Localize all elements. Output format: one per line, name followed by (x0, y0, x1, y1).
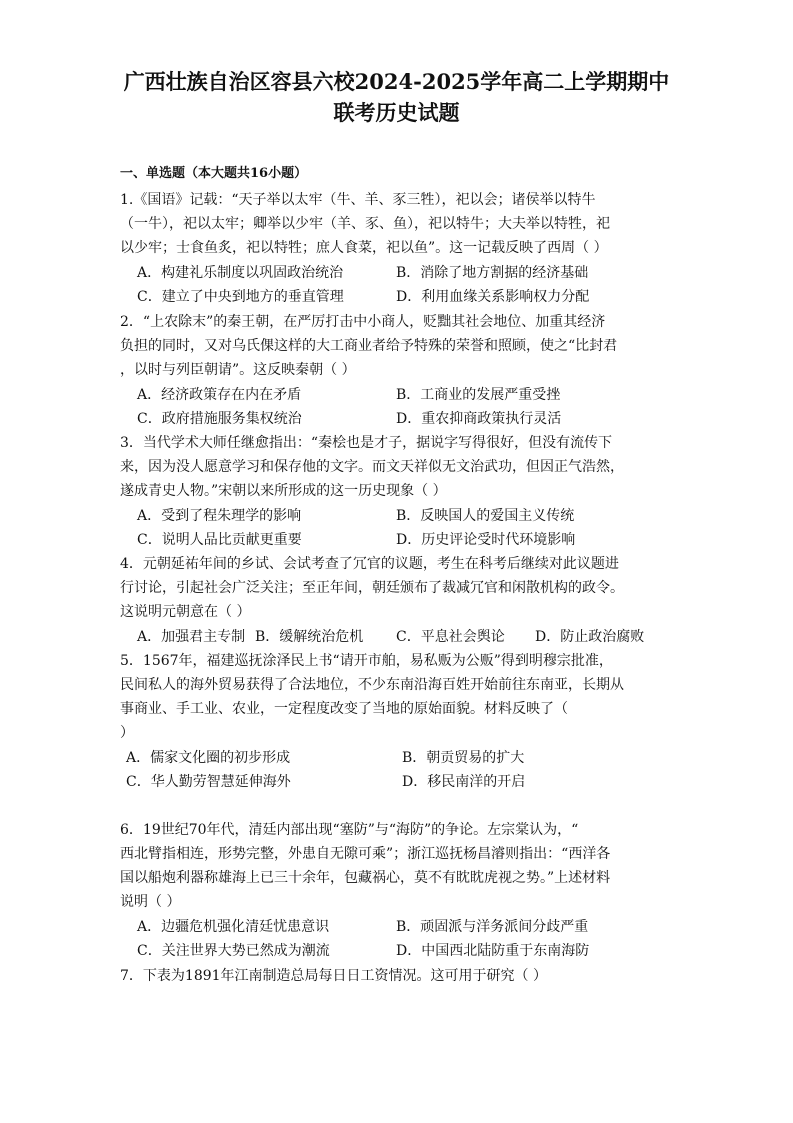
question-3-line-1: 3．当代学术大师任继愈指出：“秦桧也是才子，据说字写得很好，但没有流传下 (120, 435, 613, 451)
question-1-option-a: A．构建礼乐制度以巩固政治统治 (137, 265, 344, 281)
question-6-line-3: 国以船炮利器称雄海上已三十余年，包藏祸心，莫不有眈眈虎视之势。”上述材料 (120, 870, 611, 886)
question-4-option-a: A．加强君主专制 (137, 629, 246, 645)
question-1-option-b: B．消除了地方割据的经济基础 (396, 265, 589, 281)
question-1-option-d: D．利用血缘关系影响权力分配 (396, 289, 590, 305)
exam-title-line1: 广西壮族自治区容县六校2024-2025学年高二上学期期中 (123, 69, 670, 94)
section-heading: 一、单选题（本大题共16小题） (120, 166, 308, 181)
question-2-option-a: A．经济政策存在内在矛盾 (137, 387, 302, 403)
question-6-line-2: 西北臂指相连，形势完整，外患自无隙可乘”；浙江巡抚杨昌濬则指出：“西洋各 (120, 846, 611, 862)
question-3-line-3: 遂成青史人物。”宋朝以来所形成的这一历史现象（ ） (120, 483, 447, 499)
question-2-option-c: C．政府措施服务集权统治 (137, 411, 302, 427)
question-5-option-c: C．华人勤劳智慧延伸海外 (126, 774, 291, 790)
question-2-option-d: D．重农抑商政策执行灵活 (396, 411, 562, 427)
question-5-option-a: A．儒家文化圈的初步形成 (126, 750, 291, 766)
question-3-option-a: A．受到了程朱理学的影响 (137, 508, 302, 524)
question-4-line-2: 行讨论，引起社会广泛关注；至正年间，朝廷颁布了裁减冗官和闲散机构的政令。 (120, 580, 624, 596)
question-5-option-b: B．朝贡贸易的扩大 (402, 750, 525, 766)
question-7-line-1: 7．下表为1891年江南制造总局每日日工资情况。这可用于研究（ ） (120, 968, 547, 984)
question-4-option-b: B．缓解统治危机 (255, 629, 364, 645)
question-6-line-1: 6．19世纪70年代，清廷内部出现“塞防”与“海防”的争论。左宗棠认为，“ (120, 822, 579, 838)
exam-title-line2: 联考历史试题 (333, 100, 460, 125)
question-1-line-2: （一牛），祀以太牢；卿举以少牢（羊、豕、鱼），祀以特牛；大夫举以特牲，祀 (120, 216, 610, 232)
question-1-option-c: C．建立了中央到地方的垂直管理 (137, 289, 344, 305)
question-3-option-b: B．反映国人的爱国主义传统 (396, 508, 575, 524)
question-4-line-3: 这说明元朝意在（ ） (120, 604, 251, 620)
question-2-line-2: 负担的同时，又对乌氏倮这样的大工商业者给予特殊的荣誉和照顾，使之“比封君 (120, 338, 618, 354)
question-4-line-1: 4．元朝延祐年间的乡试、会试考查了冗官的议题，考生在科考后继续对此议题进 (120, 556, 619, 572)
question-6-option-c: C．关注世界大势已然成为潮流 (137, 943, 330, 959)
question-4-option-c: C．平息社会舆论 (396, 629, 505, 645)
question-1-line-1: 1.《国语》记载：“天子举以太牢（牛、羊、豕三牲），祀以会；诸侯举以特牛 (120, 192, 596, 208)
question-6-line-4: 说明（ ） (120, 894, 181, 910)
question-5-option-d: D．移民南洋的开启 (402, 774, 526, 790)
question-5-line-1: 5．1567年，福建巡抚涂泽民上书“请开市舶，易私贩为公贩”得到明穆宗批准， (120, 653, 613, 669)
question-5-line-2: 民间私人的海外贸易获得了合法地位，不少东南沿海百姓开始前往东南亚，长期从 (120, 677, 624, 693)
question-3-option-c: C．说明人品比贡献更重要 (137, 532, 302, 548)
question-3-option-d: D．历史评论受时代环境影响 (396, 532, 576, 548)
question-3-line-2: 来，因为没人愿意学习和保存他的文字。而文天祥似无文治武功，但因正气浩然， (120, 459, 624, 475)
question-2-option-b: B．工商业的发展严重受挫 (396, 387, 561, 403)
question-6-option-b: B．顽固派与洋务派间分歧严重 (396, 919, 589, 935)
question-6-option-a: A．边疆危机强化清廷忧患意识 (137, 919, 330, 935)
question-5-line-3: 事商业、手工业、农业，一定程度改变了当地的原始面貌。材料反映了（ (120, 701, 568, 717)
question-5-line-4: ） (120, 725, 134, 741)
question-6-option-d: D．中国西北陆防重于东南海防 (396, 943, 590, 959)
question-4-option-d: D．防止政治腐败 (535, 629, 645, 645)
question-2-line-3: ，以时与列臣朝请”。这反映秦朝（ ） (120, 362, 356, 378)
question-2-line-1: 2．“上农除末”的秦王朝，在严厉打击中小商人，贬黜其社会地位、加重其经济 (120, 314, 606, 330)
question-1-line-3: 以少牢；士食鱼炙，祀以特牲；庶人食菜，祀以鱼”。这一记载反映了西周（ ） (120, 240, 608, 256)
